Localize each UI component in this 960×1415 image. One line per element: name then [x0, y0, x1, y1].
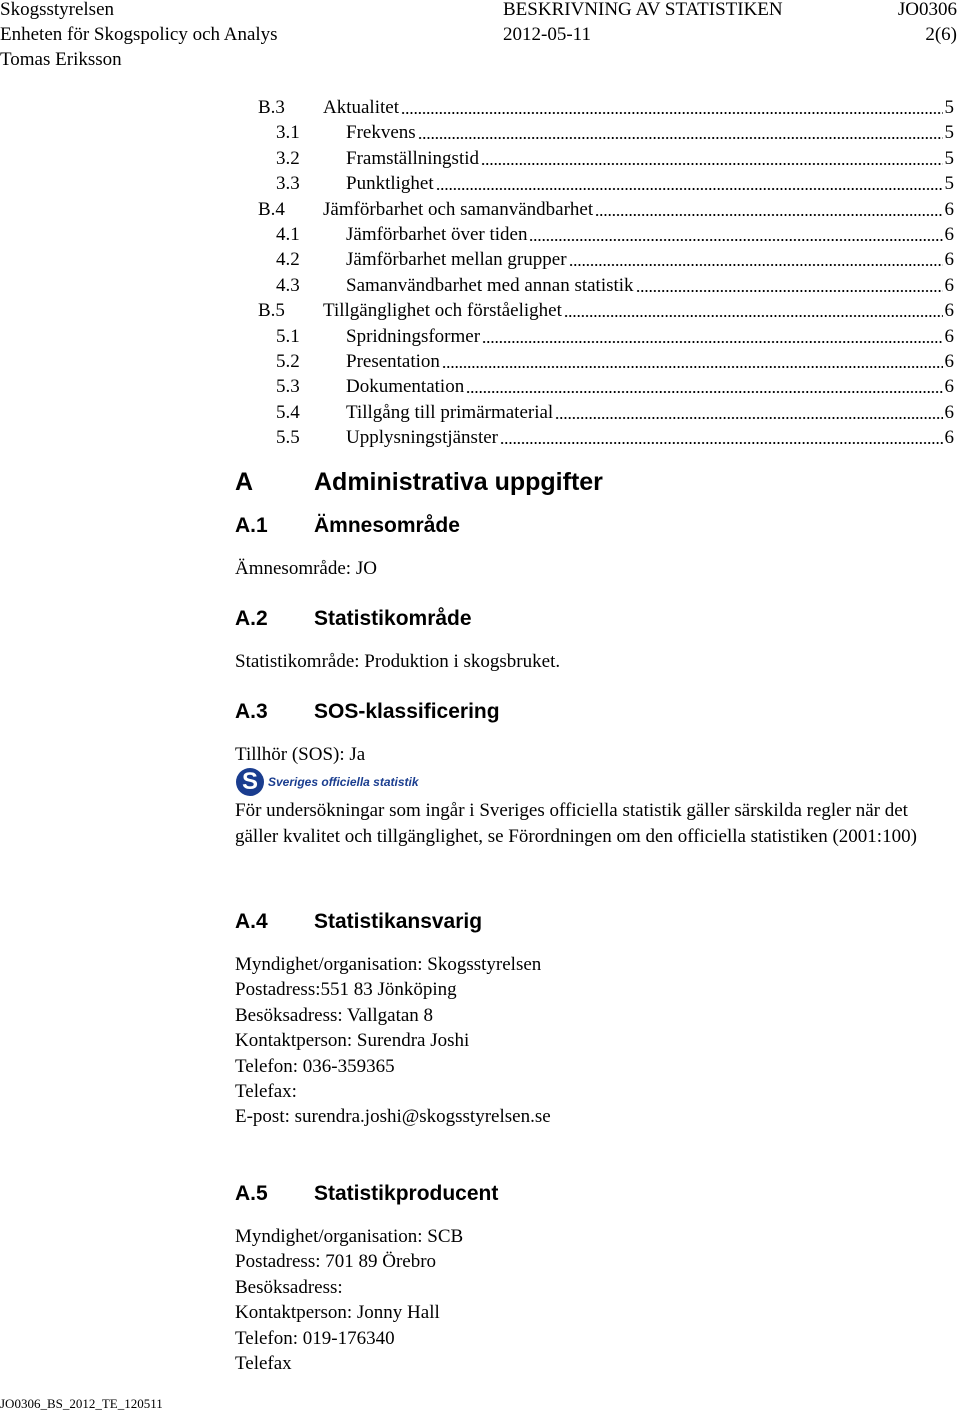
toc-entry-title: Tillgänglighet och förståelighet: [323, 300, 562, 322]
toc-leader-dots: [529, 222, 943, 241]
toc-entry-title: Presentation: [346, 351, 440, 372]
toc-entry-title: Aktualitet: [323, 97, 399, 118]
toc-entry-title: Jämförbarhet över tiden: [346, 224, 528, 245]
a5-line: Telefon: 019-176340: [235, 1327, 395, 1349]
toc-entry[interactable]: [258, 95, 954, 120]
footer-file-id: JO0306_BS_2012_TE_120511: [0, 1396, 163, 1411]
toc-entry-number: 5.2: [276, 351, 300, 372]
toc-leader-dots: [418, 120, 943, 139]
toc-entry-page: 5: [944, 147, 954, 169]
a5-number: A.5: [235, 1182, 268, 1205]
toc-entry[interactable]: [258, 400, 954, 425]
toc-entry[interactable]: [258, 146, 954, 171]
toc-entry-page: 6: [944, 401, 954, 423]
a5-line: Telefax: [235, 1353, 292, 1374]
header-author: Tomas Eriksson: [0, 49, 122, 70]
toc-leader-dots: [442, 349, 943, 368]
toc-entry-number: B.4: [258, 198, 285, 220]
section-a-title: Administrativa uppgifter: [314, 468, 603, 496]
header-doc-type: BESKRIVNING AV STATISTIKEN: [503, 0, 783, 20]
toc-leader-dots: [500, 425, 943, 444]
a3-paragraph: För undersökningar som ingår i Sveriges officiella statistik gäller särskilda regler när det gäller kvalitet och tillgänglighet, se Förordningen om den officiella statistiken (2001:100): [235, 800, 917, 847]
toc-entry-number: 5.3: [276, 376, 300, 398]
toc-entry-page: 6: [944, 300, 954, 322]
toc-leader-dots: [555, 400, 943, 419]
toc-entry-number: 4.2: [276, 249, 300, 271]
toc-leader-dots: [436, 171, 943, 190]
toc-entry-title: Punktlighet: [346, 173, 434, 195]
toc-entry-title: Samanvändbarhet med annan statistik: [346, 274, 634, 296]
a1-number: A.1: [235, 514, 268, 537]
toc-entry-title: Jämförbarhet och samanvändbarhet: [323, 198, 594, 220]
a3-title: SOS-klassificering: [314, 700, 500, 723]
toc-entry-number: B.5: [258, 300, 285, 322]
toc-entry-number: 3.2: [276, 147, 300, 169]
a2-title: Statistikområde: [314, 607, 472, 630]
a5-line: Postadress: 701 89 Örebro: [235, 1251, 437, 1273]
a5-line: Kontaktperson: Jonny Hall: [235, 1302, 440, 1324]
toc-entry[interactable]: [258, 298, 954, 323]
toc-leader-dots: [481, 146, 943, 165]
toc-entry-number: 5.4: [276, 401, 300, 423]
a4-number: A.4: [235, 910, 268, 933]
toc-entry-page: 6: [944, 224, 954, 245]
toc-entry-title: Tillgång till primärmaterial: [346, 401, 554, 423]
toc-entry-page: 5: [944, 122, 954, 144]
a4-line: Kontaktperson: Surendra Joshi: [235, 1030, 470, 1052]
toc-leader-dots: [569, 247, 943, 266]
a5-line: Besöksadress:: [235, 1276, 343, 1298]
toc-entry-page: 5: [944, 97, 954, 118]
toc-entry[interactable]: [258, 222, 954, 247]
header-page-number: 2(6): [925, 24, 957, 45]
toc-entry-page: 6: [944, 376, 954, 398]
toc-entry-number: 3.3: [276, 173, 300, 195]
a5-title: Statistikproducent: [314, 1182, 499, 1205]
toc-entry-page: 6: [944, 198, 954, 220]
toc-entry[interactable]: [258, 171, 954, 196]
sos-logo-text: Sveriges officiella statistik: [268, 775, 419, 789]
toc-entry-page: 5: [944, 173, 954, 195]
sos-logo-icon: S: [236, 768, 264, 796]
toc-entry[interactable]: [258, 120, 954, 145]
toc-leader-dots: [636, 273, 943, 292]
section-a-number: A: [235, 468, 254, 496]
a4-line: Besöksadress: Vallgatan 8: [235, 1004, 434, 1026]
a1-title: Ämnesområde: [314, 514, 460, 537]
toc-entry[interactable]: [258, 374, 954, 399]
toc-entry-page: 6: [944, 249, 954, 271]
sos-logo: [236, 768, 419, 796]
toc-entry-title: Upplysningstjänster: [346, 427, 498, 449]
a2-number: A.2: [235, 607, 268, 630]
toc-entry-title: Spridningsformer: [346, 325, 481, 347]
a4-line: Telefax:: [235, 1081, 297, 1102]
header-date: 2012-05-11: [503, 24, 591, 45]
a4-line: E-post: surendra.joshi@skogsstyrelsen.se: [235, 1106, 551, 1128]
a4-title: Statistikansvarig: [314, 910, 483, 933]
toc-entry[interactable]: [258, 425, 954, 450]
toc-entry[interactable]: [258, 247, 954, 272]
toc-entry-title: Jämförbarhet mellan grupper: [346, 249, 567, 271]
a2-text: Statistikområde: Produktion i skogsbruket.: [235, 651, 561, 672]
a5-line: Myndighet/organisation: SCB: [235, 1226, 464, 1247]
toc-entry-page: 6: [944, 274, 954, 296]
toc-entry-number: 4.1: [276, 224, 300, 245]
toc-entry[interactable]: [258, 349, 954, 374]
toc-entry-title: Frekvens: [346, 122, 416, 144]
toc-entry[interactable]: [258, 197, 954, 222]
a4-line: Telefon: 036-359365: [235, 1055, 395, 1077]
toc-entry-page: 6: [944, 351, 954, 372]
toc-entry-number: 4.3: [276, 274, 300, 296]
toc-leader-dots: [595, 197, 943, 216]
a3-text: Tillhör (SOS): Ja: [235, 744, 366, 765]
header-unit: Enheten för Skogspolicy och Analys: [0, 24, 278, 45]
toc-leader-dots: [401, 95, 943, 114]
a4-line: Myndighet/organisation: Skogsstyrelsen: [235, 954, 542, 975]
toc-entry-title: Framställningstid: [346, 147, 479, 169]
toc-entry[interactable]: [258, 324, 954, 349]
toc-entry-number: 3.1: [276, 122, 300, 144]
header-code: JO0306: [897, 0, 957, 20]
toc-entry-page: 6: [944, 427, 954, 449]
a1-text: Ämnesområde: JO: [235, 558, 377, 579]
a4-line: Postadress:551 83 Jönköping: [235, 979, 457, 1001]
header-org: Skogsstyrelsen: [0, 0, 114, 20]
toc-entry-number: 5.1: [276, 325, 300, 347]
toc-entry-number: B.3: [258, 97, 285, 118]
toc-entry-number: 5.5: [276, 427, 300, 449]
toc-leader-dots: [466, 374, 943, 393]
a3-number: A.3: [235, 700, 268, 723]
toc-leader-dots: [564, 298, 943, 317]
toc-entry-page: 6: [944, 325, 954, 347]
toc-leader-dots: [482, 324, 943, 343]
toc-entry-title: Dokumentation: [346, 376, 465, 398]
toc-entry[interactable]: [258, 273, 954, 298]
